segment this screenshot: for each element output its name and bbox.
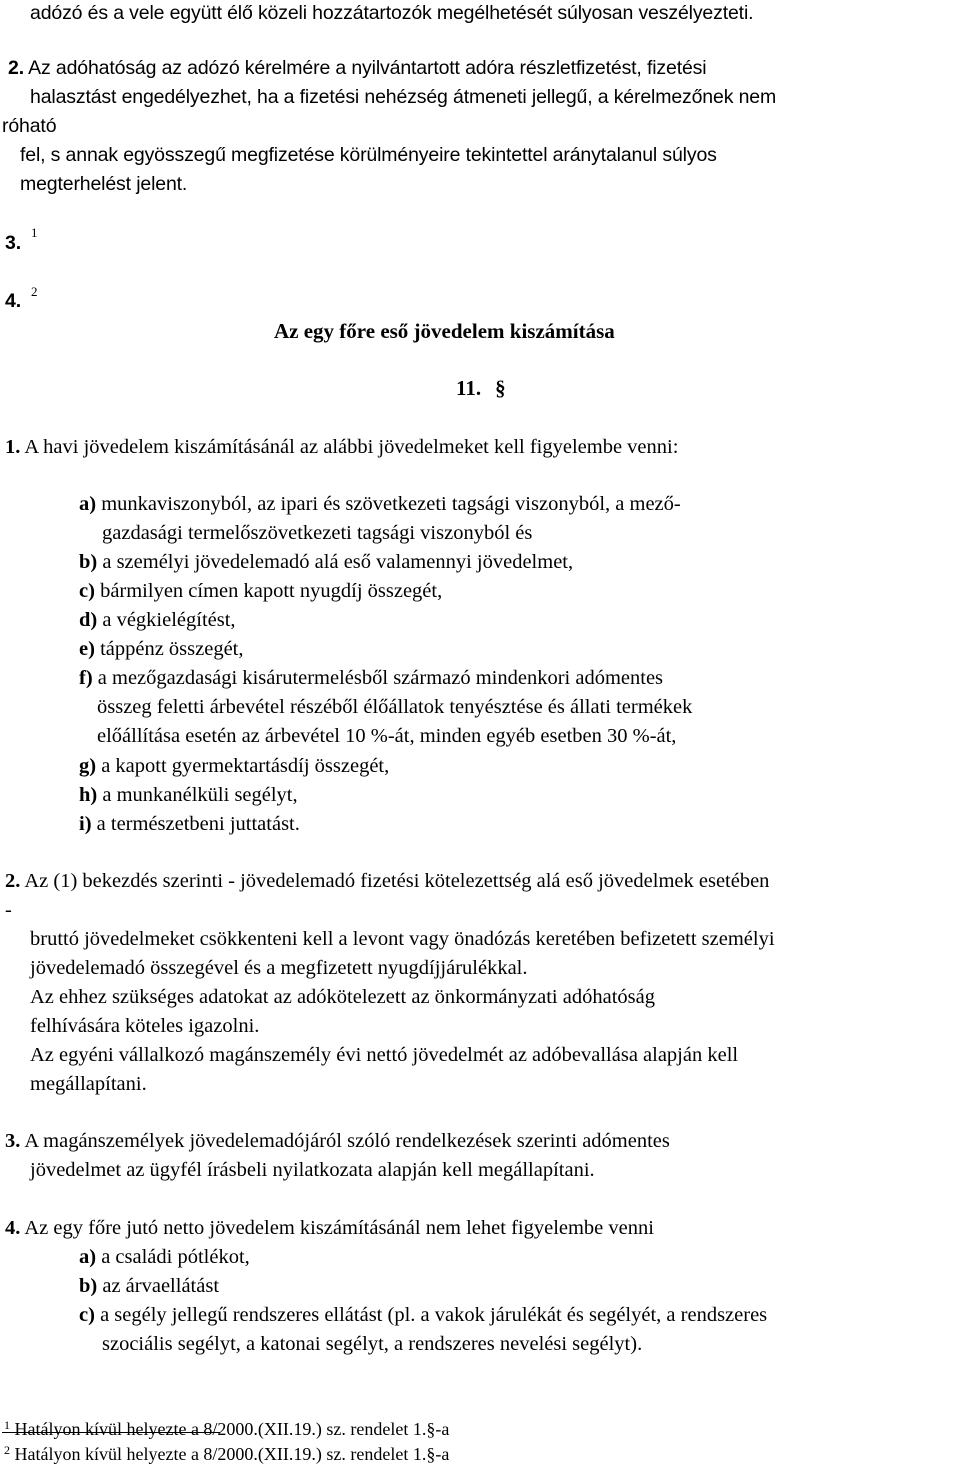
- list-item-a-cont: gazdasági termelőszövetkezeti tagsági viszonyból és: [102, 522, 533, 544]
- list-label: a): [79, 1246, 97, 1268]
- footnote-tail: -a: [435, 1444, 450, 1464]
- paragraph-number: 2.: [5, 870, 21, 892]
- exclusion-item-a: [79, 1247, 250, 1268]
- section-sign: §: [426, 1419, 436, 1439]
- list-label: a): [79, 493, 97, 515]
- s11-paragraph-2-line-3: jövedelemadó összegével és a megfizetett nyugdíjjárulékkal.: [30, 957, 528, 979]
- list-label: d): [79, 609, 98, 631]
- paragraph-number: 4.: [5, 1217, 21, 1239]
- list-text: a természetbeni juttatást.: [91, 813, 300, 835]
- s11-paragraph-2-line-5: felhívására köteles igazolni.: [30, 1015, 260, 1037]
- list-label: f): [79, 667, 93, 689]
- footnote-text: Hatályon kívül helyezte a 8/2000.(XII.19.) sz. rendelet 1.: [10, 1444, 427, 1464]
- list-text: munkaviszonyból, az ipari és szövetkezeti tagsági viszonyból, a mező-: [96, 493, 681, 515]
- footnote-mark: 1: [4, 1418, 10, 1432]
- list-text: táppénz összegét,: [94, 638, 244, 660]
- s11-paragraph-3-line-2: jövedelmet az ügyfél írásbeli nyilatkozata alapján kell megállapítani.: [30, 1159, 595, 1181]
- list-text: az árvaellátást: [97, 1275, 220, 1297]
- footnote-ref-1: 1: [31, 225, 38, 240]
- list-text: a személyi jövedelemadó alá eső valamennyi jövedelmet,: [97, 551, 574, 573]
- list-text: a mezőgazdasági kisárutermelésből származó mindenkori adómentes: [92, 667, 664, 689]
- list-item-f-cont-2: előállítása esetén az árbevétel 10 %-át, minden egyéb esetben 30 %-át,: [97, 725, 677, 747]
- list-item-d: [79, 610, 236, 631]
- paragraph-number: 2.: [8, 57, 24, 79]
- exclusion-item-c: [79, 1305, 767, 1326]
- list-label: g): [79, 755, 97, 777]
- paragraph-number: 1.: [5, 436, 21, 458]
- s11-paragraph-2-line-7: megállapítani.: [30, 1073, 147, 1095]
- intro-line: adózó és a vele együtt élő közeli hozzátartozók megélhetését súlyosan veszélyezteti.: [30, 2, 754, 24]
- footnote-tail: -a: [435, 1419, 450, 1439]
- list-text: a segély jellegű rendszeres ellátást (pl. a vakok járulékát és segélyét, a rendszeres: [94, 1304, 768, 1326]
- list-label: e): [79, 638, 95, 660]
- paragraph-number: 3.: [5, 1130, 21, 1152]
- list-item-e: [79, 639, 244, 660]
- s11-paragraph-2-dash: -: [5, 899, 12, 921]
- paragraph-2-top-line-4: fel, s annak egyösszegű megfizetése körülményeire tekintettel aránytalanul súlyos: [20, 144, 717, 166]
- list-label: b): [79, 551, 98, 573]
- paragraph-2-top-line-2: halasztást engedélyezhet, ha a fizetési nehézség átmeneti jellegű, a kérelmezőnek nem: [30, 86, 777, 108]
- list-text: bármilyen címen kapott nyugdíj összegét,: [94, 580, 443, 602]
- s11-paragraph-4-line-1: [5, 1218, 654, 1239]
- list-label: i): [79, 813, 92, 835]
- paragraph-2-top-line-1: [8, 59, 706, 79]
- footnote-1: [4, 1419, 449, 1438]
- footnote-2: [4, 1444, 449, 1463]
- paragraph-3-top-number: 3.: [5, 232, 21, 254]
- list-item-c: [79, 581, 442, 602]
- s11-paragraph-3-line-1: [5, 1131, 670, 1152]
- list-label: b): [79, 1275, 98, 1297]
- list-item-a: [79, 494, 681, 515]
- section-sign: §: [426, 1444, 436, 1464]
- list-text: a végkielégítést,: [97, 609, 236, 631]
- s11-paragraph-2-line-6: Az egyéni vállalkozó magánszemély évi nettó jövedelmét az adóbevallása alapján kell: [30, 1044, 739, 1066]
- list-label: h): [79, 784, 98, 806]
- paragraph-2-top-line-5: megterhelést jelent.: [20, 173, 188, 195]
- footnote-ref-2: 2: [31, 284, 38, 299]
- list-item-h: [79, 785, 298, 806]
- list-text: a családi pótlékot,: [96, 1246, 250, 1268]
- exclusion-item-c-cont: szociális segélyt, a katonai segélyt, a rendszeres nevelési segélyt).: [102, 1333, 643, 1355]
- section-number: [456, 378, 506, 399]
- list-item-b: [79, 552, 573, 573]
- list-item-f: [79, 668, 663, 689]
- paragraph-text: A havi jövedelem kiszámításánál az alábbi jövedelmeket kell figyelembe venni:: [20, 436, 679, 458]
- list-item-g: [79, 756, 389, 777]
- list-item-i: [79, 814, 300, 835]
- paragraph-2-top-line-3: róható: [2, 115, 57, 137]
- section-sign: §: [495, 376, 506, 400]
- list-text: a munkanélküli segélyt,: [97, 784, 298, 806]
- list-label: c): [79, 1304, 95, 1326]
- s11-paragraph-2-line-2: bruttó jövedelmeket csökkenteni kell a levont vagy önadózás keretében befizetett személyi: [30, 928, 775, 950]
- s11-paragraph-1: [5, 437, 678, 458]
- exclusion-item-b: [79, 1276, 219, 1297]
- list-item-f-cont-1: összeg feletti árbevétel részéből élőállatok tenyésztése és állati termékek: [97, 696, 693, 718]
- paragraph-text: Az (1) bekezdés szerinti - jövedelemadó fizetési kötelezettség alá eső jövedelmek esetében: [20, 870, 770, 892]
- list-text: a kapott gyermektartásdíj összegét,: [96, 755, 390, 777]
- paragraph-text: Az adóhatóság az adózó kérelmére a nyilvántartott adóra részletfizetést, fizetési: [23, 57, 707, 79]
- footnote-mark: 2: [4, 1443, 10, 1457]
- section-number-text: 11.: [456, 376, 482, 400]
- s11-paragraph-2-line-1: [5, 871, 769, 892]
- section-title: Az egy főre eső jövedelem kiszámítása: [274, 319, 615, 343]
- footnote-text: Hatályon kívül helyezte a 8/2000.(XII.19.) sz. rendelet 1.: [10, 1419, 427, 1439]
- paragraph-text: A magánszemélyek jövedelemadójáról szóló rendelkezések szerinti adómentes: [20, 1130, 670, 1152]
- s11-paragraph-2-line-4: Az ehhez szükséges adatokat az adókötelezett az önkormányzati adóhatóság: [30, 986, 655, 1008]
- paragraph-text: Az egy főre jutó netto jövedelem kiszámításánál nem lehet figyelembe venni: [20, 1217, 654, 1239]
- list-label: c): [79, 580, 95, 602]
- paragraph-4-top-number: 4.: [5, 290, 21, 312]
